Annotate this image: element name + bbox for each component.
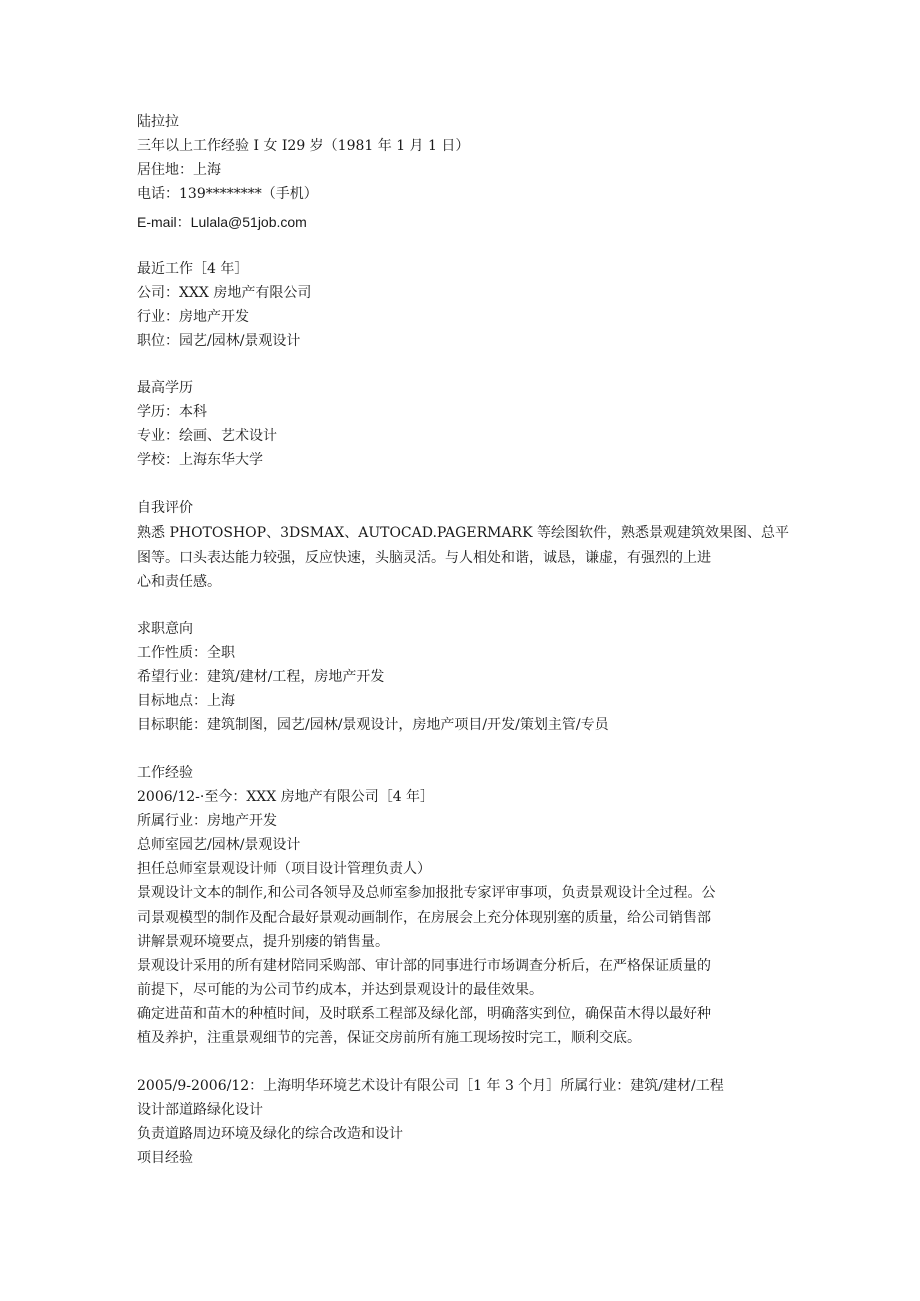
email: E-mail：Lulala@51job.com bbox=[137, 214, 307, 230]
self-eval-line: 熟悉 PHOTOSHOP、3DSMAX、AUTOCAD.PAGERMARK 等绘图软件，熟悉景观建筑效果图、总平 bbox=[137, 525, 790, 541]
education-major: 专业：绘画、艺术设计 bbox=[137, 428, 277, 444]
residence: 居住地：上海 bbox=[137, 162, 221, 178]
recent-industry: 行业：房地产开发 bbox=[137, 309, 249, 325]
job2-period: 2005/9-2006/12：上海明华环境艺术设计有限公司［1 年 3 个月］所属行业：建筑/建材/工程 bbox=[137, 1078, 724, 1094]
phone: 电话：139********（手机） bbox=[137, 186, 318, 202]
job1-role: 担任总师室景观设计师（项目设计管理负责人） bbox=[137, 861, 431, 877]
job1-duty-line: 前提下，尽可能的为公司节约成本，并达到景观设计的最佳效果。 bbox=[137, 982, 543, 998]
job-intent-function: 目标职能：建筑制图，园艺/园林/景观设计，房地产项目/开发/策划主管/专员 bbox=[137, 717, 609, 733]
candidate-summary: 三年以上工作经验 I 女 I29 岁（1981 年 1 月 1 日） bbox=[137, 138, 470, 154]
education-title: 最高学历 bbox=[137, 380, 193, 396]
recent-company: 公司：XXX 房地产有限公司 bbox=[137, 285, 312, 301]
recent-work-title: 最近工作［4 年］ bbox=[137, 261, 249, 277]
job1-duty-line: 司景观模型的制作及配合最好景观动画制作，在房展会上充分体现别塞的质量，给公司销售部 bbox=[137, 910, 711, 926]
projects-title: 项目经验 bbox=[137, 1150, 193, 1166]
job-intent-nature: 工作性质：全职 bbox=[137, 645, 235, 661]
education-school: 学校：上海东华大学 bbox=[137, 452, 263, 468]
experience-title: 工作经验 bbox=[137, 765, 193, 781]
job-intent-industry: 希望行业：建筑/建材/工程，房地产开发 bbox=[137, 669, 385, 685]
job1-duty-line: 景观设计采用的所有建材陪同采购部、审计部的同事进行市场调查分析后，在严格保证质量的 bbox=[137, 958, 711, 974]
self-eval-line: 图等。口头表达能力较强，反应快速，头脑灵活。与人相处和谐，诚恳，谦虚，有强烈的上进 bbox=[137, 550, 711, 566]
job1-period: 2006/12-·至今：XXX 房地产有限公司［4 年］ bbox=[137, 789, 435, 805]
job1-duty-line: 植及养护，注重景观细节的完善，保证交房前所有施工现场按时完工，顺利交底。 bbox=[137, 1030, 641, 1046]
job1-dept: 总师室园艺/园林/景观设计 bbox=[137, 837, 301, 853]
job-intent-title: 求职意向 bbox=[137, 621, 193, 637]
job1-duty-line: 讲解景观环境要点，提升别瘘的销售量。 bbox=[137, 934, 389, 950]
self-eval-title: 自我评价 bbox=[137, 500, 193, 516]
job1-industry: 所属行业：房地产开发 bbox=[137, 813, 277, 829]
job1-duty-line: 景观设计文本的制作,和公司各领导及总师室参加报批专家评审事项，负责景观设计全过程。公 bbox=[137, 885, 716, 901]
job1-duty-line: 确定进苗和苗木的种植时间，及时联系工程部及绿化部，明确落实到位，确保苗木得以最好种 bbox=[137, 1006, 711, 1022]
recent-position: 职位：园艺/园林/景观设计 bbox=[137, 333, 301, 349]
job2-dept: 设计部道路绿化设计 bbox=[137, 1102, 263, 1118]
self-eval-line: 心和责任感。 bbox=[137, 574, 221, 590]
job-intent-location: 目标地点：上海 bbox=[137, 693, 235, 709]
job2-desc: 负责道路周边环境及绿化的综合改造和设计 bbox=[137, 1126, 403, 1142]
education-degree: 学历：本科 bbox=[137, 404, 207, 420]
candidate-name: 陆拉拉 bbox=[137, 114, 179, 130]
